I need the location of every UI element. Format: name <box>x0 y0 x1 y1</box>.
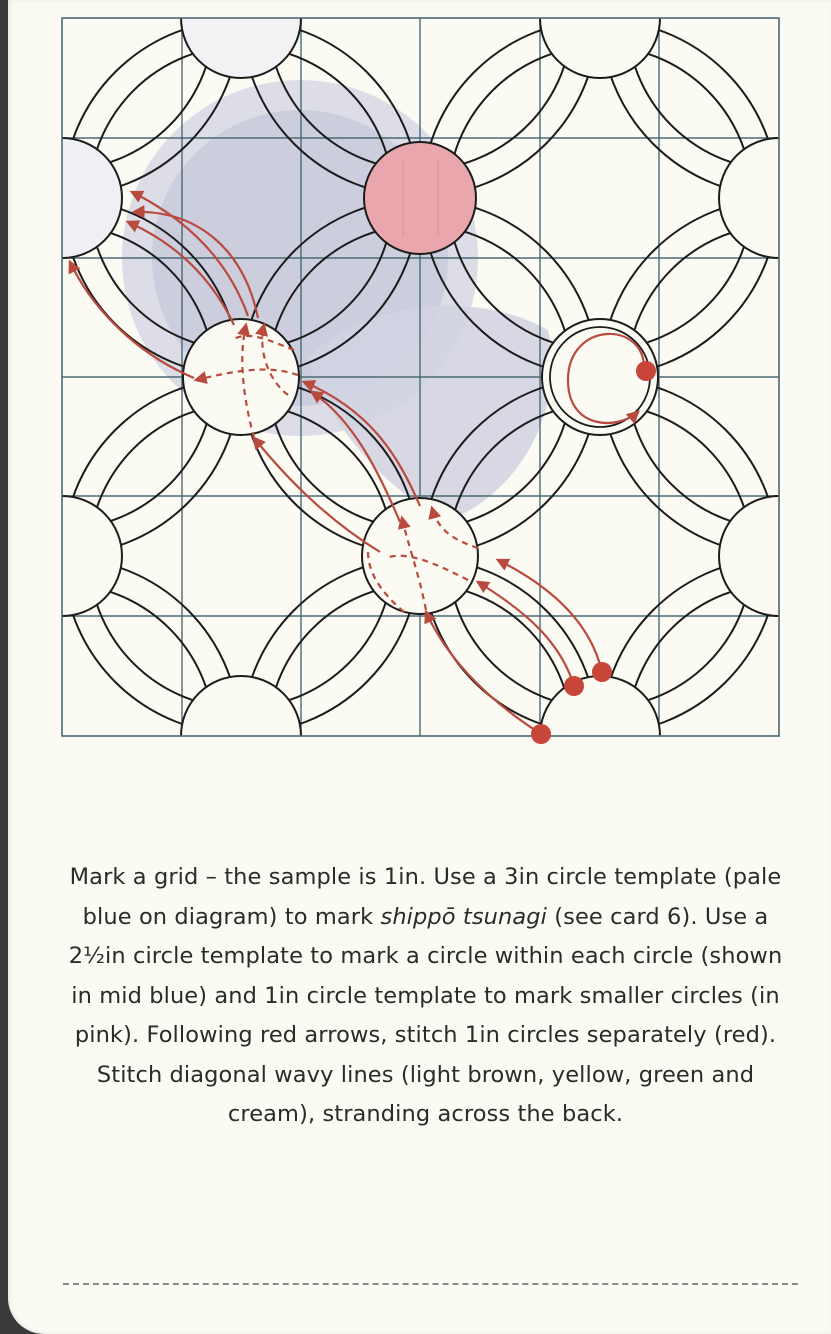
shippo-tsunagi-diagram <box>8 0 831 760</box>
pattern-card <box>8 0 831 1334</box>
term-shippo-tsunagi: shippō tsunagi <box>380 903 548 930</box>
mid-blue-lens <box>308 306 552 520</box>
dashed-cut-line <box>63 1283 798 1285</box>
instructions-text: Mark a grid – the sample is 1in. Use a 3in circle template (pale blue on diagram) to mark shippō tsunagi (see card 6). Use a 2½in circle template to mark a circle within each circle (shown in mid blue) and 1in circle template to mark smaller circles (in pink). Following red arrows, stitch 1in circles separately (red). Stitch diagonal wavy lines (light brown, yellow, green and cream), stranding across the back. <box>68 864 783 1127</box>
